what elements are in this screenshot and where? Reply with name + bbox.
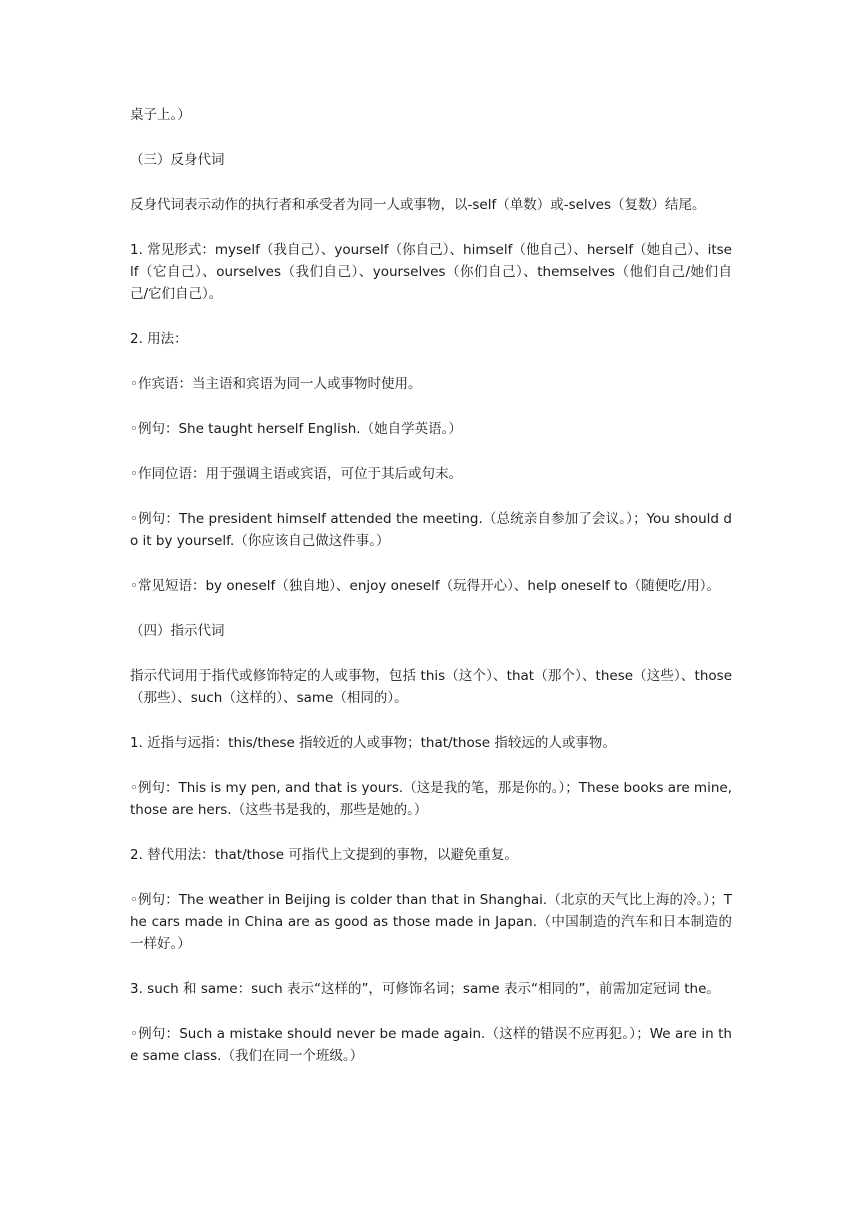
paragraph-substitution-usage: 2. 替代用法：that/those 可指代上文提到的事物，以避免重复。 <box>130 847 518 863</box>
paragraph-common-forms: 1. 常见形式：myself（我自己）、yourself（你自己）、himself（他自己）、herself（她自己）、itself（它自己）、ourselves（我们自己）、yourselves（你们自己）、themselves（他们自己/她们自己/它们自己）。 <box>130 242 732 302</box>
document-page <box>130 104 732 1090</box>
list-item-common-phrases: ◦常见短语：by oneself（独自地）、enjoy oneself（玩得开心）、help oneself to（随便吃/用）。 <box>130 578 720 594</box>
paragraph-usage-heading: 2. 用法： <box>130 331 188 347</box>
list-item-as-object: ◦作宾语：当主语和宾语为同一人或事物时使用。 <box>130 376 422 392</box>
list-item-example-2: ◦例句：The president himself attended the meeting.（总统亲自参加了会议。）；You should do it by yourself.（你应该自己做这件事。） <box>130 511 732 549</box>
list-item-example-4: ◦例句：The weather in Beijing is colder than that in Shanghai.（北京的天气比上海的冷。）；The cars made in China are as good as those made in Japan.（中国制造的汽车和日本制造的一样好。） <box>130 892 732 952</box>
paragraph-demonstrative-definition: 指示代词用于指代或修饰特定的人或事物，包括 this（这个）、that（那个）、these（这些）、those（那些）、such（这样的）、same（相同的）。 <box>130 668 732 706</box>
paragraph-near-far: 1. 近指与远指：this/these 指较近的人或事物；that/those 指较远的人或事物。 <box>130 735 616 751</box>
list-item-example-1: ◦例句：She taught herself English.（她自学英语。） <box>130 421 462 437</box>
section-heading-reflexive-pronouns: （三）反身代词 <box>130 152 225 168</box>
list-item-example-3: ◦例句：This is my pen, and that is yours.（这是我的笔，那是你的。）；These books are mine, those are hers.（这些书是我的，那些是她的。） <box>130 780 732 818</box>
section-heading-demonstrative-pronouns: （四）指示代词 <box>130 623 225 639</box>
list-item-example-5: ◦例句：Such a mistake should never be made again.（这样的错误不应再犯。）；We are in the same class.（我们在同一个班级。） <box>130 1026 732 1064</box>
paragraph-reflexive-definition: 反身代词表示动作的执行者和承受者为同一人或事物，以-self（单数）或-selves（复数）结尾。 <box>130 197 706 213</box>
list-item-as-appositive: ◦作同位语：用于强调主语或宾语，可位于其后或句末。 <box>130 466 462 482</box>
paragraph-such-and-same: 3. such 和 same：such 表示“这样的”，可修饰名词；same 表示“相同的”，前需加定冠词 the。 <box>130 981 720 997</box>
paragraph-continuation: 桌子上。） <box>130 107 191 123</box>
